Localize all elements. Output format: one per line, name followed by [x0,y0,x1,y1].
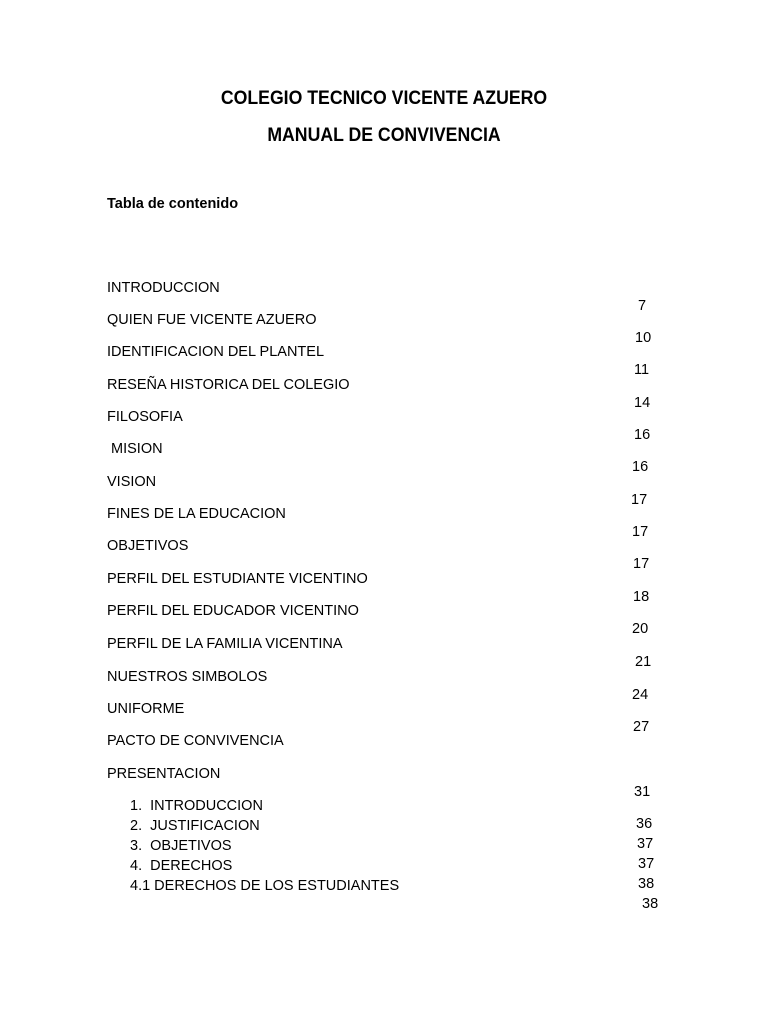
toc-subentry-page: 37 [638,856,655,872]
toc-entry-label: PERFIL DE LA FAMILIA VICENTINA [107,636,343,652]
toc-subentry-label: 3. OBJETIVOS [130,838,232,854]
toc-subentry-label: 2. JUSTIFICACION [130,818,260,834]
toc-entry-page: 16 [632,459,649,475]
toc-entry-label: QUIEN FUE VICENTE AZUERO [107,312,317,328]
toc-entry-page: 10 [635,330,652,346]
toc-subentry-label: 1. INTRODUCCION [130,798,263,814]
document-subtitle: MANUAL DE CONVIVENCIA [267,125,501,146]
toc-subentry [0,859,768,931]
toc-entry-label: PERFIL DEL ESTUDIANTE VICENTINO [107,571,368,587]
toc-entry-page: 17 [633,556,650,572]
toc-entry-label: UNIFORME [107,701,185,717]
toc-entry-page: 17 [631,492,648,508]
toc-subentry-page: 37 [637,836,654,852]
toc-subentry-page: 36 [636,816,653,832]
toc-entry-page: 27 [633,719,650,735]
toc-entry-page: 18 [633,589,650,605]
toc-subentry-page: 38 [638,876,655,892]
toc-entry-page: 14 [634,395,651,411]
toc-entry-label: FINES DE LA EDUCACION [107,506,286,522]
toc-entry-page: 17 [632,524,649,540]
toc-entry-label: PRESENTACION [107,766,221,782]
toc-entry-label: VISION [107,474,157,490]
toc-entry-label: FILOSOFIA [107,409,183,425]
toc-entry-page: 20 [632,621,649,637]
toc-entry-page: 7 [638,298,647,314]
toc-entry-label: RESEÑA HISTORICA DEL COLEGIO [107,377,350,393]
document-title: COLEGIO TECNICO VICENTE AZUERO [220,88,548,109]
toc-subentry-page: 38 [642,896,659,912]
toc-entry-page: 11 [634,362,650,378]
toc-entry-label: OBJETIVOS [107,538,189,554]
toc-subentry-label: 4.1 DERECHOS DE LOS ESTUDIANTES [130,878,400,894]
toc-entry-page: 31 [634,784,651,800]
toc-entry-label: MISION [107,441,163,457]
toc-subentry-label: 4. DERECHOS [130,858,233,874]
toc-entry-page: 24 [632,687,649,703]
toc-entry-label: PACTO DE CONVIVENCIA [107,733,284,749]
toc-entry-page: 16 [634,427,651,443]
toc-heading: Tabla de contenido [107,196,239,212]
toc-entry-label: NUESTROS SIMBOLOS [107,669,268,685]
toc-entry-label: PERFIL DEL EDUCADOR VICENTINO [107,603,359,619]
toc-entry-label: INTRODUCCION [107,280,220,296]
toc-entry-page: 21 [635,654,652,670]
toc-entry-label: IDENTIFICACION DEL PLANTEL [107,344,325,360]
